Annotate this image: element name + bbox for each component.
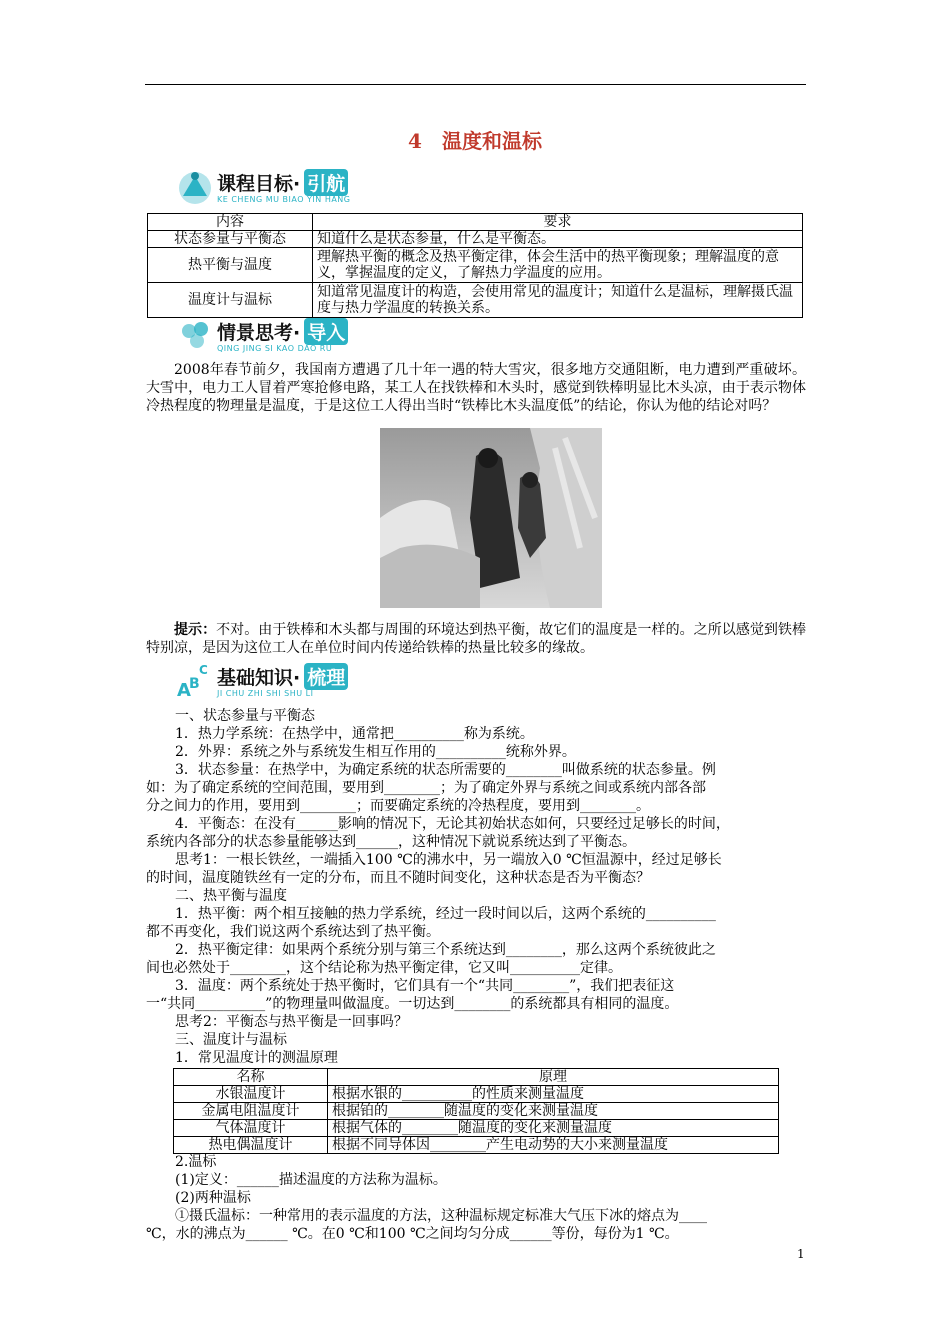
table-row [148,231,803,248]
section-heading: 一、状态参量与平衡态 [175,708,315,724]
table-cell: 气体温度计 [174,1120,328,1137]
sub-heading: 1．常见温度计的测温原理 [175,1050,338,1066]
table-header-row [148,214,803,231]
banner-pinyin: QING JING SI KAO DAO RU [217,344,333,353]
text-line: 分之间力的作用，要用到________；而要确定系统的冷热程度，要用到________。 [146,798,650,814]
table-cell: 热平衡与温度 [148,248,313,283]
banner-tag: 导入 [304,318,348,345]
table-header-cell: 内容 [148,214,313,231]
banner-pinyin: KE CHENG MU BIAO YIN HANG [217,195,351,204]
text-line: 4．平衡态：在没有______影响的情况下，无论其初始状态如何，只要经过足够长的时间， [175,816,730,832]
table-row [148,248,803,283]
table-header-row [174,1069,779,1086]
text-line: ①摄氏温标：一种常用的表示温度的方法，这种温标规定标准大气压下冰的熔点为____ [175,1208,707,1224]
thermometer-principles-table [173,1068,779,1154]
text-line: 3．状态参量：在热学中，为确定系统的状态所需要的________叫做系统的状态参量。例 [175,762,716,778]
text-line: 的时间，温度随铁丝有一定的分布，而且不随时间变化，这种状态是否为平衡态？ [146,870,650,886]
table-cell: 根据水银的__________的性质来测量温度 [328,1086,779,1103]
page-title: 4 温度和温标 [408,129,542,153]
hint-label: 提示： [174,622,217,638]
banner-tag: 梳理 [304,663,348,690]
table-cell: 知道什么是状态参量，什么是平衡态。 [313,231,803,248]
table-row [174,1120,779,1137]
satellite-dish-icon [175,166,219,206]
text-line: 2．外界：系统之外与系统发生相互作用的__________统称外界。 [175,744,576,760]
table-row [148,283,803,318]
hint-text: 不对。由于铁棒和木头都与周围的环境达到热平衡，故它们的温度是一样的。之所以感觉到铁棒特别凉，是因为这位工人在单位时间内传递给铁棒的热量比较多的缘故。 [146,622,807,656]
banner-pinyin: JI CHU ZHI SHI SHU LI [217,689,314,698]
table-cell: 热电偶温度计 [174,1137,328,1154]
banner-title: 课程目标· [217,173,301,195]
table-cell: 温度计与温标 [148,283,313,318]
svg-text:C: C [199,663,208,677]
text-line: 2．热平衡定律：如果两个系统分别与第三个系统达到________，那么这两个系统彼此之 [175,942,716,958]
text-line: 3．温度：两个系统处于热平衡时，它们具有一个“共同________”，我们把表征这 [175,978,675,994]
table-header-cell: 原理 [328,1069,779,1086]
table-cell: 知道常见温度计的构造，会使用常见的温度计；知道什么是温标，理解摄氏温度与热力学温度的转换关系。 [313,283,803,318]
banner-title: 情景思考· [217,322,301,344]
header-rule [145,84,806,85]
table-cell: 状态参量与平衡态 [148,231,313,248]
table-cell: 理解热平衡的概念及热平衡定律，体会生活中的热平衡现象；理解温度的意义，掌握温度的定义，了解热力学温度的应用。 [313,248,803,283]
banner-tag: 引航 [304,169,348,196]
flower-icon [175,315,219,355]
table-row [174,1103,779,1120]
text-line: (1)定义：______描述温度的方法称为温标。 [175,1172,447,1188]
text-line: 间也必然处于________，这个结论称为热平衡定律，它又叫__________定律。 [146,960,622,976]
scenario-paragraph: 2008年春节前夕，我国南方遭遇了几十年一遇的特大雪灾，很多地方交通阻断，电力遭到严重破坏。大雪中，电力工人冒着严寒抢修电路，某工人在找铁棒和木头时，感觉到铁棒明显比木头凉，由于表示物体冷热程度的物理量是温度，于是这位工人得出当时“铁棒比木头温度低”的结论，你认为他的结论对吗？ [146,362,806,414]
text-line: 思考1：一根长铁丝，一端插入100 ℃的沸水中，另一端放入0 ℃恒温源中，经过足够长 [175,852,722,868]
text-line: (2)两种温标 [175,1190,251,1206]
page-number: 1 [797,1247,805,1261]
sub-heading: 2.温标 [175,1154,217,1170]
table-cell: 金属电阻温度计 [174,1103,328,1120]
table-cell: 根据不同导体因________产生电动势的大小来测量温度 [328,1137,779,1154]
table-header-cell: 名称 [174,1069,328,1086]
text-line: 如：为了确定系统的空间范围，要用到________；为了确定外界与系统之间或系统内部各部 [146,780,706,796]
svg-text:B: B [189,676,200,692]
text-line: 1．热力学系统：在热学中，通常把__________称为系统。 [175,726,534,742]
table-row [174,1086,779,1103]
banner-title: 基础知识· [217,667,301,689]
svg-text:A: A [177,680,191,700]
section-heading: 三、温度计与温标 [175,1032,287,1048]
table-cell: 根据气体的________随温度的变化来测量温度 [328,1120,779,1137]
text-line: 一“共同__________”的物理量叫做温度。一切达到________的系统都具有相同的温度。 [146,996,679,1012]
text-line: 1．热平衡：两个相互接触的热力学系统，经过一段时间以后，这两个系统的__________ [175,906,716,922]
section-heading: 二、热平衡与温度 [175,888,287,904]
hint-paragraph [146,621,806,657]
text-line: 系统内各部分的状态参量能够达到______，这种情况下就说系统达到了平衡态。 [146,834,636,850]
course-goals-table [147,213,803,318]
table-header-cell: 要求 [313,214,803,231]
table-row [174,1137,779,1154]
abc-blocks-icon [175,660,219,700]
table-cell: 水银温度计 [174,1086,328,1103]
text-line: ℃，水的沸点为______ ℃。在0 ℃和100 ℃之间均匀分成______等份，每份为1 ℃。 [146,1226,679,1242]
text-line: 都不再变化，我们说这两个系统达到了热平衡。 [146,924,440,940]
workers-snow-photo [380,428,602,608]
text-line: 思考2：平衡态与热平衡是一回事吗？ [175,1014,408,1030]
table-cell: 根据铂的________随温度的变化来测量温度 [328,1103,779,1120]
